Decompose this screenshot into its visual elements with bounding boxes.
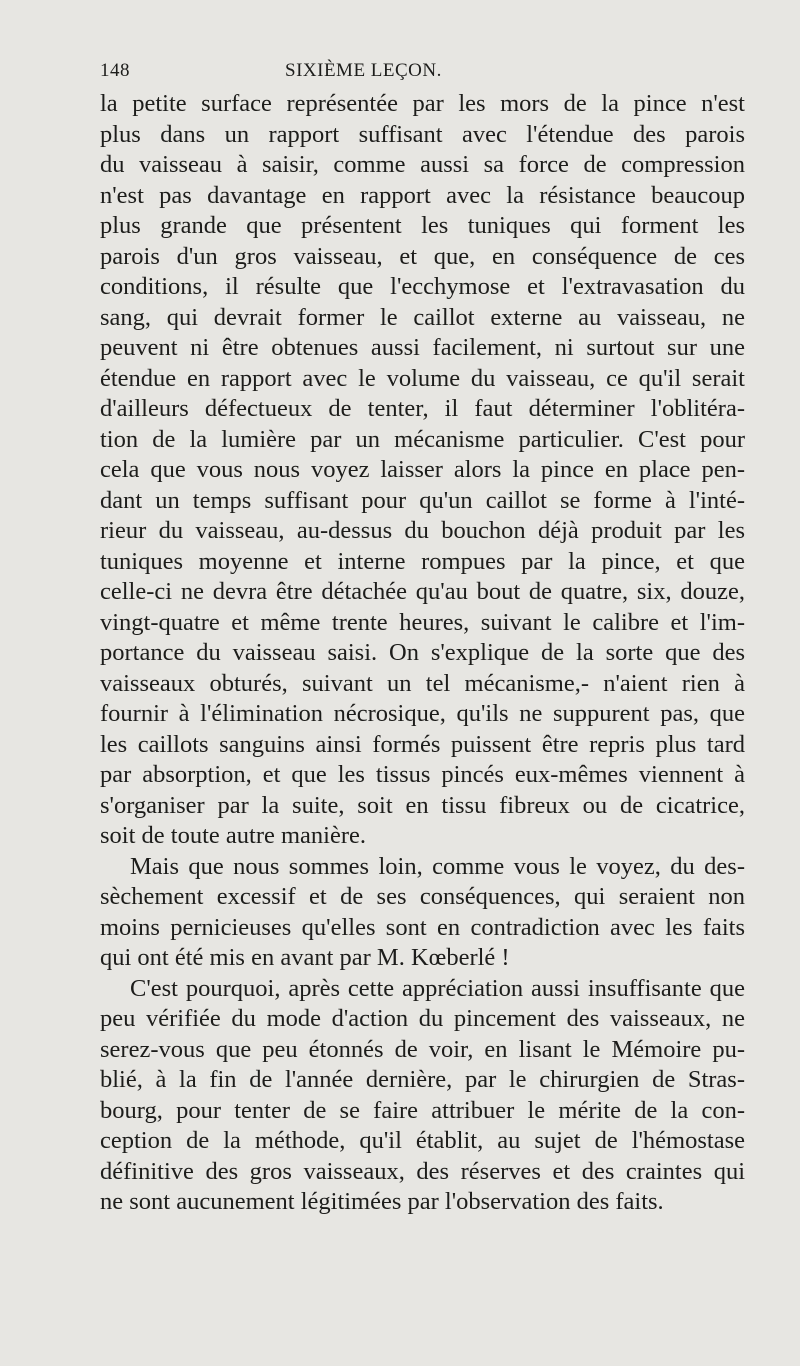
paragraph <box>100 89 745 852</box>
text-line: définitive des gros vaisseaux, des réserves et des craintes qui <box>100 1157 745 1185</box>
text-line: tion de la lumière par un mécanisme particulier. C'est pour <box>100 425 745 453</box>
body-text <box>100 89 745 1218</box>
text-line: soit de toute autre manière. <box>100 822 366 849</box>
text-line: C'est pourquoi, après cette appréciation aussi insuffisante que <box>130 974 745 1002</box>
text-line: bourg, pour tenter de se faire attribuer le mérite de la con- <box>100 1096 745 1124</box>
text-line: la petite surface représentée par les mors de la pince n'est <box>100 90 745 117</box>
text-line: peuvent ni être obtenues aussi facilement, ni surtout sur une <box>100 334 745 361</box>
paragraph <box>100 974 745 1218</box>
text-line: conditions, il résulte que l'ecchymose et l'extravasation du <box>100 273 745 300</box>
text-line: s'organiser par la suite, soit en tissu fibreux ou de cicatrice, <box>100 791 745 819</box>
text-line: sèchement excessif et de ses conséquences, qui seraient non <box>100 883 745 910</box>
text-line: rieur du vaisseau, au-dessus du bouchon déjà produit par les <box>100 517 745 544</box>
text-line: peu vérifiée du mode d'action du pincement des vaisseaux, ne <box>100 1005 745 1032</box>
text-line: d'ailleurs défectueux de tenter, il faut déterminer l'oblitéra- <box>100 395 745 422</box>
text-line: celle-ci ne devra être détachée qu'au bout de quatre, six, douze, <box>100 578 745 605</box>
text-line: Mais que nous sommes loin, comme vous le voyez, du des- <box>130 852 745 880</box>
text-line: plus grande que présentent les tuniques qui forment les <box>100 212 745 239</box>
text-line: plus dans un rapport suffisant avec l'étendue des parois <box>100 120 745 148</box>
text-line: ne sont aucunement légitimées par l'observation des faits. <box>100 1188 664 1215</box>
text-line: n'est pas davantage en rapport avec la résistance beaucoup <box>100 181 745 209</box>
text-line: serez-vous que peu étonnés de voir, en lisant le Mémoire pu- <box>100 1035 745 1063</box>
text-line: qui ont été mis en avant par M. Kœberlé ! <box>100 944 510 971</box>
text-line: cela que vous nous voyez laisser alors la pince en place pen- <box>100 456 745 483</box>
text-line: du vaisseau à saisir, comme aussi sa force de compression <box>100 151 745 178</box>
page-number: 148 <box>100 60 130 81</box>
text-line: blié, à la fin de l'année dernière, par le chirurgien de Stras- <box>100 1066 745 1093</box>
text-line: portance du vaisseau saisi. On s'explique de la sorte que des <box>100 639 745 666</box>
text-line: ception de la méthode, qu'il établit, au sujet de l'hémostase <box>100 1127 745 1154</box>
text-line: étendue en rapport avec le volume du vaisseau, ce qu'il serait <box>100 364 745 392</box>
running-title: SIXIÈME LEÇON. <box>285 60 442 81</box>
text-line: parois d'un gros vaisseau, et que, en conséquence de ces <box>100 242 745 270</box>
text-line: vaisseaux obturés, suivant un tel mécanisme,- n'aient rien à <box>100 669 745 697</box>
text-line: moins pernicieuses qu'elles sont en contradiction avec les faits <box>100 913 745 941</box>
paragraph <box>100 852 745 974</box>
text-line: fournir à l'élimination nécrosique, qu'ils ne suppurent pas, que <box>100 700 745 727</box>
text-line: les caillots sanguins ainsi formés puissent être repris plus tard <box>100 730 745 758</box>
text-line: dant un temps suffisant pour qu'un caillot se forme à l'inté- <box>100 486 745 514</box>
running-head <box>100 60 745 84</box>
text-line: vingt-quatre et même trente heures, suivant le calibre et l'im- <box>100 608 745 636</box>
text-line: sang, qui devrait former le caillot externe au vaisseau, ne <box>100 303 745 331</box>
text-line: tuniques moyenne et interne rompues par la pince, et que <box>100 547 745 575</box>
text-line: par absorption, et que les tissus pincés eux-mêmes viennent à <box>100 761 745 788</box>
